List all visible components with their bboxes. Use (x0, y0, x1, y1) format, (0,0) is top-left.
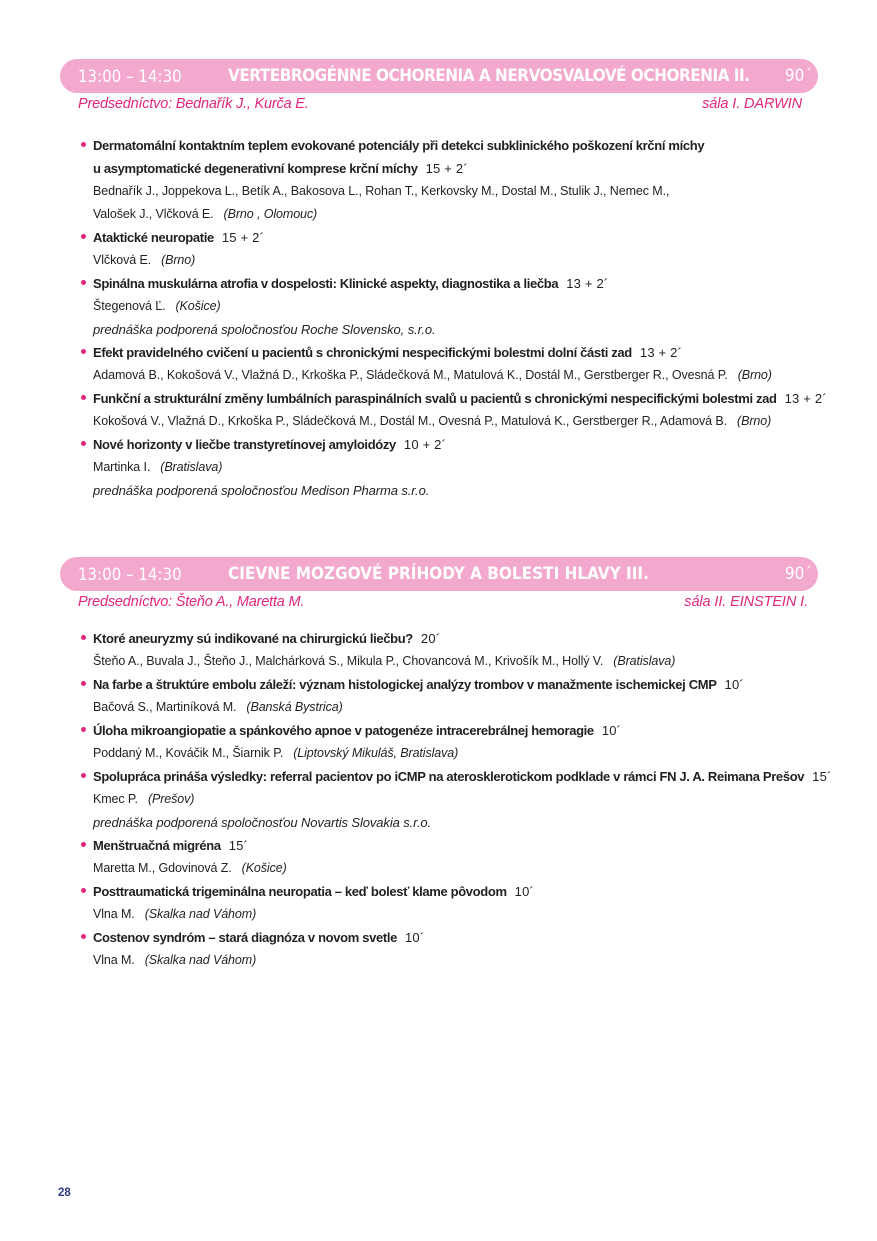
bullet-dot (81, 441, 86, 446)
talk-authors-line (93, 410, 818, 433)
bullet-dot (81, 681, 86, 686)
talk-authors-line (93, 696, 818, 719)
talk-city: (Liptovský Mikuláš, Bratislava) (293, 746, 459, 760)
talk-title-line (93, 134, 818, 157)
talk-time: 13 + 2´ (784, 391, 827, 406)
talk-title: Spolupráca prináša výsledky: referral pacientov po iCMP na aterosklerotickom podklade v rámci FN J. A. Reimana Prešov (93, 769, 805, 784)
talk-city: (Skalka nad Váhom) (144, 953, 257, 967)
talk-authors-line (93, 295, 818, 318)
talk-title: Ataktické neuropatie (93, 230, 214, 245)
talk-title-line (93, 157, 818, 180)
talk-title: Ktoré aneuryzmy sú indikované na chirurgickú liečbu? (93, 631, 413, 646)
talk-authors-line (93, 456, 818, 479)
talk-city: (Prešov) (147, 792, 195, 806)
talk-time: 15 + 2´ (425, 161, 468, 176)
talk-title-line (93, 834, 818, 857)
talk-title-line (93, 627, 818, 650)
session-block (60, 59, 827, 502)
talk-time: 13 + 2´ (566, 276, 609, 291)
talk-title-line (93, 673, 818, 696)
talk-item (79, 834, 818, 880)
talk-city: (Košice) (241, 861, 287, 875)
talk-title-line (93, 341, 818, 364)
bullet-dot (81, 280, 86, 285)
session-title: VERTEBROGÉNNE OCHORENIA A NERVOSVALOVÉ OCHORENIA II. (228, 66, 750, 86)
session-duration: 90´ (784, 66, 812, 86)
talk-authors: Kokošová V., Vlažná D., Krkoška P., Sládečková M., Dostál M., Ovesná P., Matulová K., Gerstberger R., Adamová B. (93, 414, 728, 428)
talk-title-line (93, 926, 818, 949)
talk-item (79, 926, 818, 972)
talk-list (60, 134, 827, 502)
talk-authors: Šteňo A., Buvala J., Šteňo J., Malchárková S., Mikula P., Chovancová M., Krivošík M., Hollý V. (93, 654, 604, 668)
session-time: 13:00 – 14:30 (78, 564, 182, 584)
talk-city: (Banská Bystrica) (246, 700, 343, 714)
talk-authors: Poddaný M., Kováčik M., Šiarnik P. (93, 746, 284, 760)
bullet-dot (81, 142, 86, 147)
talk-city: (Skalka nad Váhom) (144, 907, 257, 921)
talk-item (79, 134, 818, 226)
talk-title: Posttraumatická trigeminálna neuropatia – keď bolesť klame pôvodom (93, 884, 507, 899)
session-meta (60, 96, 818, 118)
talk-authors-line (93, 949, 818, 972)
bullet-dot (81, 842, 86, 847)
talk-time: 15 + 2´ (221, 230, 265, 245)
talk-title-line (93, 272, 818, 295)
talk-item (79, 765, 832, 834)
talk-title: Costenov syndróm – stará diagnóza v novom svetle (93, 930, 397, 945)
bullet-dot (81, 349, 86, 354)
talk-item (79, 673, 818, 719)
sponsor-note: prednáška podporená spoločnosťou Novartis Slovakia s.r.o. (93, 815, 432, 830)
talk-title-line (93, 880, 818, 903)
session-time: 13:00 – 14:30 (78, 66, 182, 86)
talk-authors: Valošek J., Vlčková E. (93, 207, 214, 221)
talk-authors-line (93, 180, 818, 203)
talk-item (79, 719, 818, 765)
talk-item (79, 880, 818, 926)
talk-authors: Bačová S., Martiníková M. (93, 700, 237, 714)
talk-city: (Košice) (175, 299, 221, 313)
talk-city: (Bratislava) (160, 460, 223, 474)
session-title: CIEVNE MOZGOVÉ PRÍHODY A BOLESTI HLAVY III. (228, 564, 649, 584)
session-chairs: Predsedníctvo: Bednařík J., Kurča E. (78, 96, 309, 112)
talk-title-line (93, 765, 832, 788)
talk-authors: Bednařík J., Joppekova L., Betík A., Bakosova L., Rohan T., Kerkovsky M., Dostal M., Stulik J., Nemec M., (93, 184, 670, 198)
session-header-bar (60, 557, 818, 591)
talk-time: 10´ (404, 930, 425, 945)
bullet-dot (81, 773, 86, 778)
sponsor-note: prednáška podporená spoločnosťou Medison Pharma s.r.o. (93, 483, 430, 498)
session-block (60, 557, 832, 972)
talk-city: (Brno , Olomouc) (223, 207, 318, 221)
talk-item (79, 433, 818, 502)
session-meta (60, 594, 818, 616)
talk-title-line (93, 226, 818, 249)
session-hall: sála I. DARWIN (702, 96, 802, 112)
bullet-dot (81, 395, 86, 400)
talk-title-line (93, 387, 827, 410)
session-duration: 90´ (784, 564, 812, 584)
talk-title: Efekt pravidelného cvičení u pacientů s chronickými nespecifickými bolestmi dolní části zad (93, 345, 632, 360)
talk-title: Dermatomální kontaktním teplem evokované potenciály při detekci subklinického poškození krční míchy (93, 138, 705, 153)
talk-time: 15´ (228, 838, 249, 853)
talk-title: u asymptomatické degenerativní komprese krční míchy (93, 161, 418, 176)
talk-title: Funkční a strukturální změny lumbálních paraspinálních svalů u pacientů s chronickými nespecifickými bolestmi zad (93, 391, 777, 406)
talk-authors: Vlčková E. (93, 253, 152, 267)
talk-authors: Vlna M. (93, 953, 135, 967)
talk-time: 15´ (812, 769, 832, 784)
talk-authors-line (93, 788, 818, 811)
talk-time: 13 + 2´ (639, 345, 683, 360)
talk-time: 20´ (420, 631, 441, 646)
talk-authors-line (93, 857, 818, 880)
talk-title: Menštruačná migréna (93, 838, 221, 853)
talk-list (60, 627, 832, 972)
talk-time: 10´ (724, 677, 744, 692)
talk-authors-line (93, 249, 818, 272)
bullet-dot (81, 727, 86, 732)
talk-title-line (93, 433, 818, 456)
talk-authors-line (93, 203, 818, 226)
talk-time: 10 + 2´ (403, 437, 447, 452)
talk-authors-line (93, 903, 818, 926)
talk-item (79, 341, 818, 387)
talk-city: (Brno) (737, 368, 772, 382)
page-number: 28 (58, 1187, 71, 1199)
talk-time: 10´ (514, 884, 535, 899)
talk-time: 10´ (601, 723, 622, 738)
session-hall: sála II. EINSTEIN I. (684, 594, 808, 610)
bullet-dot (81, 888, 86, 893)
talk-title: Nové horizonty v liečbe transtyretínovej amyloidózy (93, 437, 396, 452)
talk-item (79, 272, 818, 341)
sponsor-note: prednáška podporená spoločnosťou Roche Slovensko, s.r.o. (93, 322, 436, 337)
talk-authors: Vlna M. (93, 907, 135, 921)
talk-authors-line (93, 364, 818, 387)
talk-authors: Štegenová Ľ. (93, 299, 166, 313)
talk-title: Úloha mikroangiopatie a spánkového apnoe v patogenéze intracerebrálnej hemoragie (93, 723, 594, 738)
talk-title: Spinálna muskulárna atrofia v dospelosti: Klinické aspekty, diagnostika a liečba (93, 276, 559, 291)
session-chairs: Predsedníctvo: Šteňo A., Maretta M. (78, 594, 305, 610)
talk-authors-line (93, 650, 818, 673)
talk-authors: Kmec P. (93, 792, 138, 806)
talk-authors: Maretta M., Gdovinová Z. (93, 861, 232, 875)
talk-item (79, 387, 827, 433)
talk-authors: Martinka I. (93, 460, 151, 474)
talk-authors-line (93, 742, 818, 765)
talk-item (79, 226, 818, 272)
bullet-dot (81, 234, 86, 239)
talk-authors: Adamová B., Kokošová V., Vlažná D., Krkoška P., Sládečková M., Matulová K., Dostál M., Gerstberger R., Ovesná P. (93, 368, 728, 382)
talk-city: (Brno) (161, 253, 196, 267)
talk-title: Na farbe a štruktúre embolu záleží: význam histologickej analýzy trombov v manažmente ischemickej CMP (93, 677, 717, 692)
talk-title-line (93, 719, 818, 742)
talk-city: (Brno) (737, 414, 772, 428)
talk-item (79, 627, 818, 673)
talk-city: (Bratislava) (613, 654, 676, 668)
bullet-dot (81, 934, 86, 939)
bullet-dot (81, 635, 86, 640)
session-header-bar (60, 59, 818, 93)
